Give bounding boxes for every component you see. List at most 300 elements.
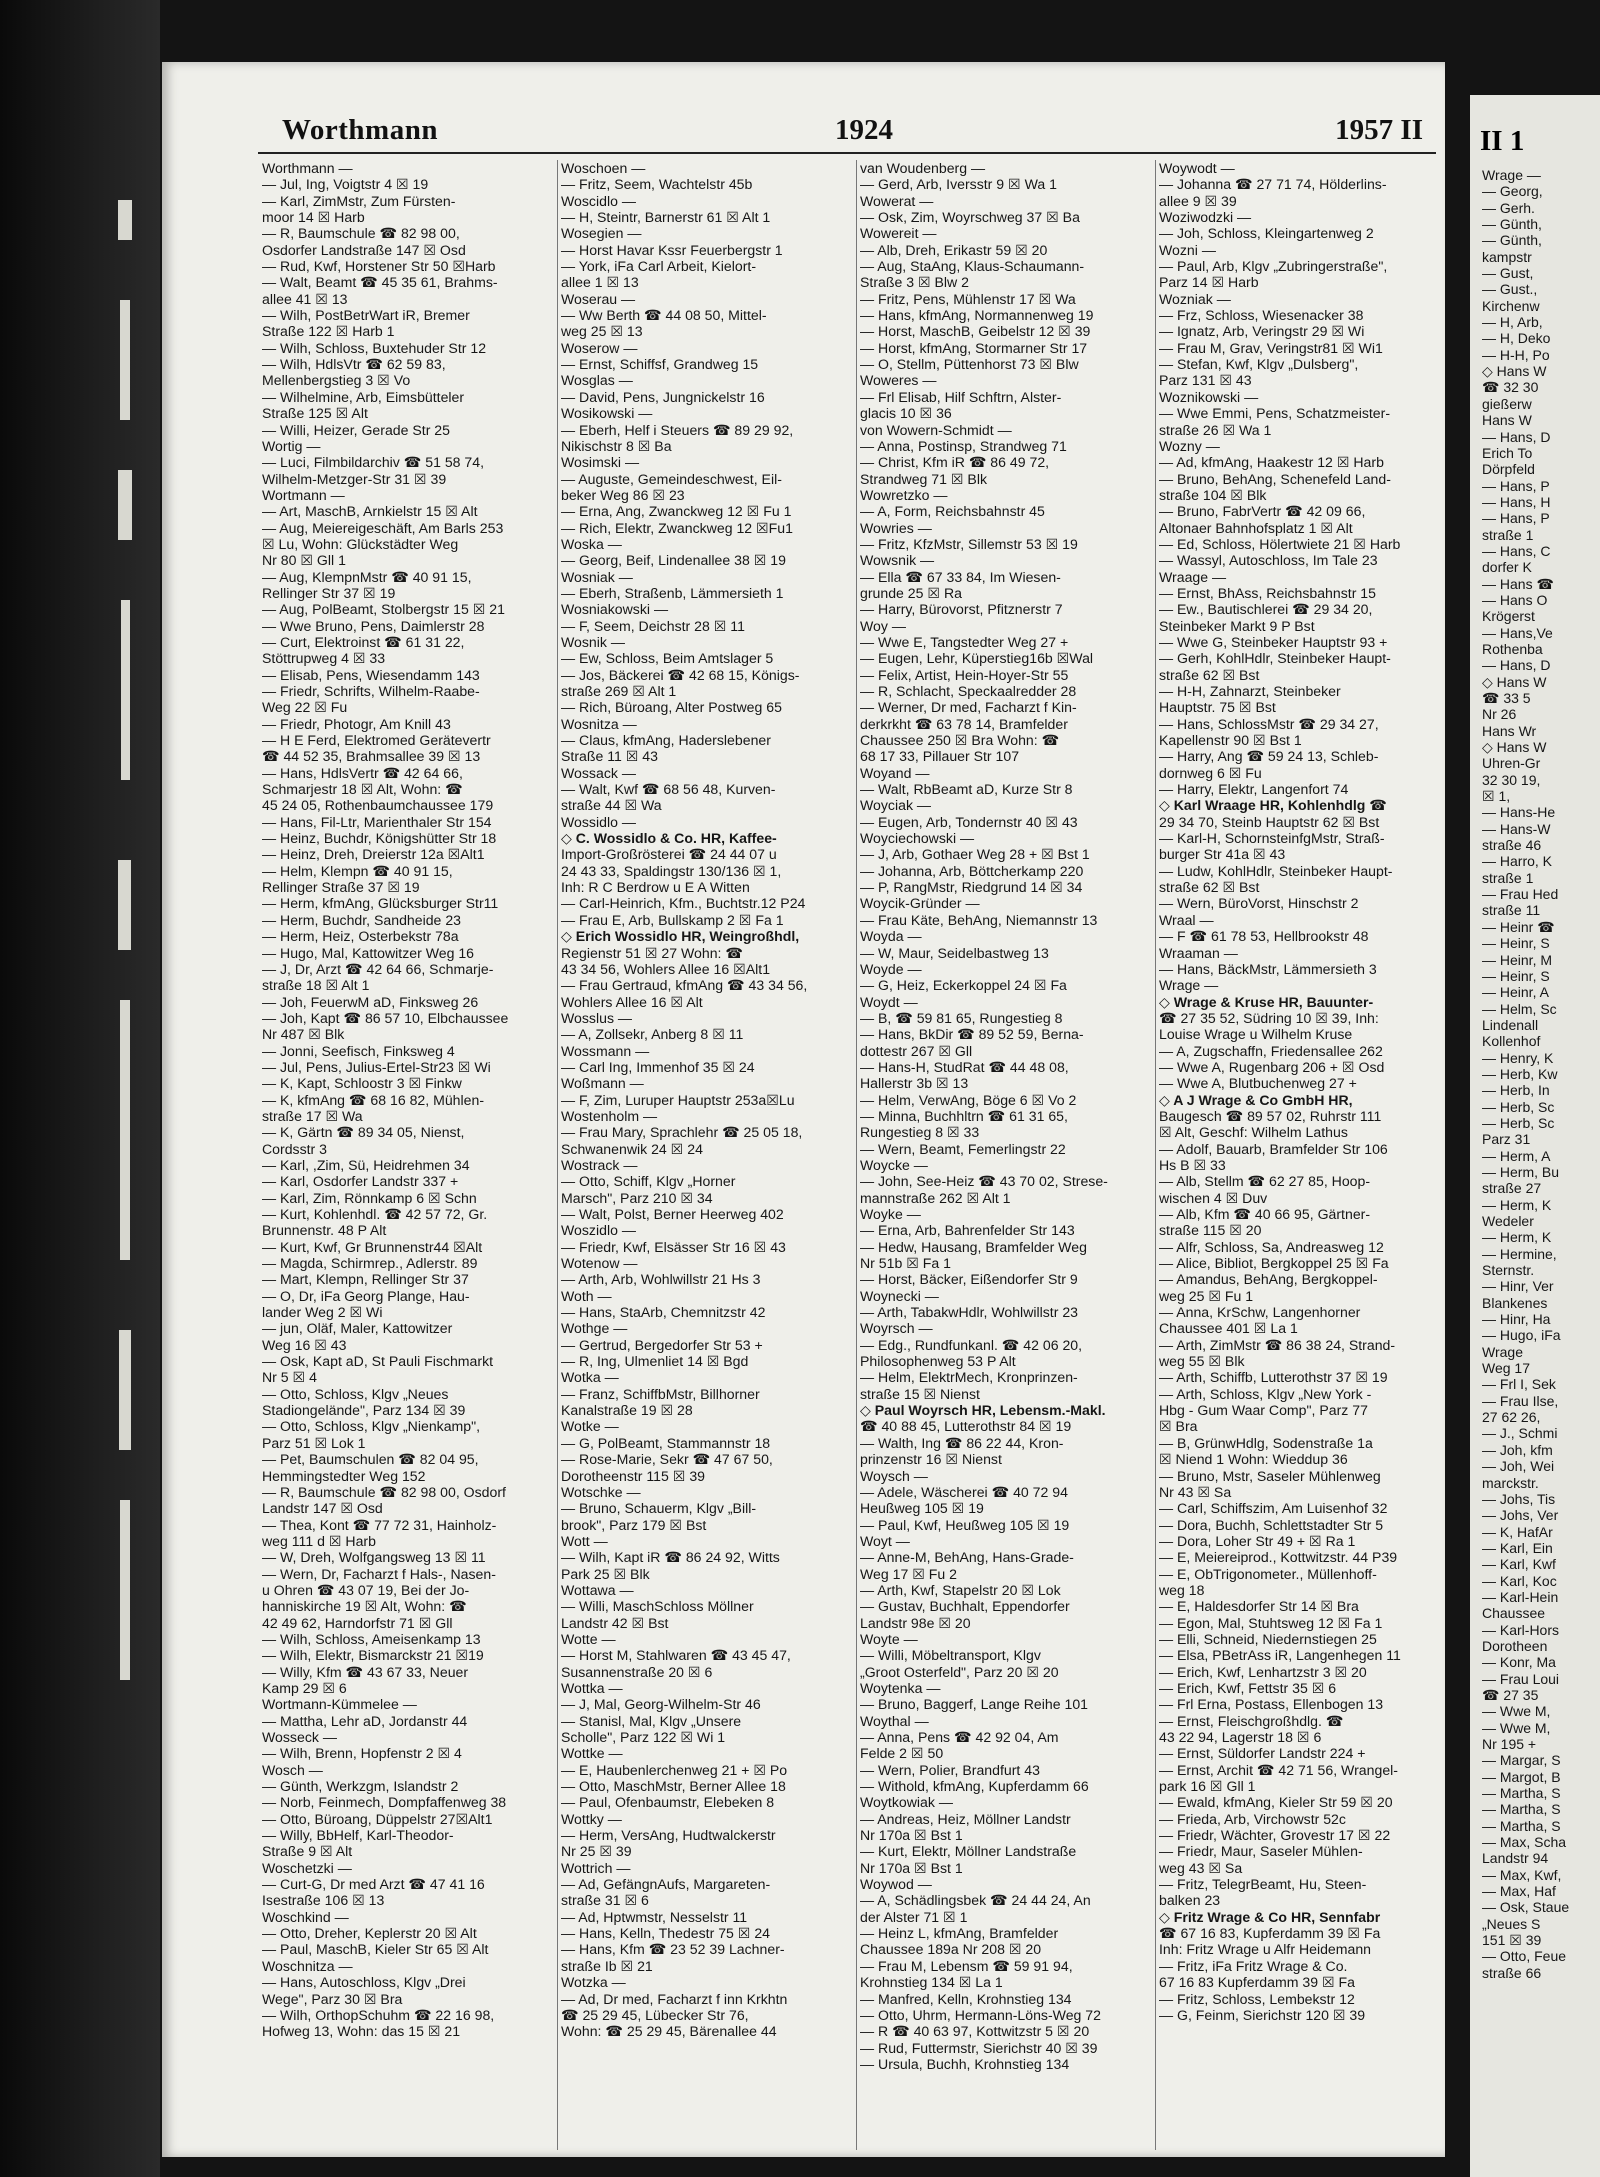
directory-entry-line: — E, Meiereiprod., Kottwitzstr. 44 P39 [1159, 1549, 1398, 1566]
surname-heading: Wossmann — [561, 1042, 650, 1059]
directory-entry-line: — Anna, KrSchw, Langenhorner [1159, 1304, 1361, 1321]
directory-entry-line: wischen 4 ☒ Duv [1159, 1189, 1268, 1206]
directory-entry-line: Strandweg 71 ☒ Blk [860, 470, 988, 487]
surname-heading: Woysch — [860, 1467, 928, 1484]
directory-entry-line: — Ww Berth ☎ 44 08 50, Mittel- [561, 307, 767, 324]
surname-heading: Wowretzko — [860, 486, 948, 503]
adjacent-entry-line: — Hans O [1482, 591, 1548, 608]
directory-entry-line: — Horst, Bäcker, Eißendorfer Str 9 [860, 1271, 1078, 1288]
adjacent-entry-line: ☎ 33 5 [1482, 690, 1531, 706]
surname-heading: Woycik-Gründer — [860, 895, 980, 912]
adjacent-entry-line: — Gust., [1482, 281, 1538, 298]
surname-heading: Woy — [860, 617, 906, 634]
directory-entry-line: Nr 487 ☒ Blk [262, 1026, 345, 1043]
surname-heading: Wosch — [262, 1761, 323, 1778]
surname-heading: Woserow — [561, 339, 638, 356]
directory-entry-line: straße 26 ☒ Wa 1 [1159, 421, 1272, 438]
adjacent-entry-line: ◇ Hans W [1482, 363, 1547, 380]
adjacent-entry-line: — Karl-Hors [1482, 1621, 1560, 1638]
directory-entry-line: — Stanisl, Mal, Klgv „Unsere [561, 1712, 742, 1729]
directory-entry-line: — Günth, Werkzgm, Islandstr 2 [262, 1778, 459, 1795]
directory-entry-line: Philosophenweg 53 P Alt [860, 1353, 1016, 1370]
directory-entry-line: Chaussee 250 ☒ Bra Wohn: ☎ [860, 732, 1060, 749]
adjacent-entry-line: — Herm, A [1482, 1147, 1551, 1164]
directory-entry-line: — Paul, Ofenbaumstr, Elebeken 8 [561, 1794, 775, 1811]
directory-entry-line: — Arth, Schiffb, Lutterothstr 37 ☒ 19 [1159, 1369, 1388, 1386]
directory-entry-line: — Rich, Elektr, Zwanckweg 12 ☒Fu1 [561, 519, 793, 536]
adjacent-entry-line: — Frau Loui [1482, 1670, 1560, 1687]
directory-entry-line: Hs B ☒ 33 [1159, 1156, 1226, 1173]
directory-entry-line: ◇ Paul Woyrsch HR, Lebensm.-Makl. [860, 1402, 1106, 1419]
directory-entry-line: Import-Großrösterei ☎ 24 44 07 u [561, 846, 777, 863]
directory-entry-line: — Fritz, iFa Fritz Wrage & Co. [1159, 1957, 1348, 1974]
adjacent-entry-line: dorfer K [1482, 559, 1532, 576]
directory-entry-line: — Mattha, Lehr aD, Jordanstr 44 [262, 1712, 468, 1729]
directory-entry-line: Nr 25 ☒ 39 [561, 1843, 632, 1860]
directory-entry-line: — Walt, Polst, Berner Heerweg 402 [561, 1206, 784, 1222]
directory-entry-line: weg 18 [1159, 1581, 1205, 1598]
directory-entry-line: — Elsa, PBetrAss iR, Langenhegen 11 [1159, 1647, 1401, 1664]
directory-entry-line: brook", Parz 179 ☒ Bst [561, 1516, 707, 1533]
directory-entry-line: — Wern, BüroVorst, Hinschstr 2 [1159, 895, 1359, 912]
surname-heading: Wosegien — [561, 225, 642, 242]
directory-entry-line: ◇ Erich Wossidlo HR, Weingroßhdl, [561, 928, 800, 945]
directory-entry-line: ☎ 25 29 45, Lübecker Str 76, [561, 2006, 749, 2023]
directory-entry-line: Wohlers Allee 16 ☒ Alt [561, 993, 703, 1010]
directory-entry-line: park 16 ☒ Gll 1 [1159, 1778, 1256, 1795]
directory-entry-line: — Curt, Elektroinst ☎ 61 31 22, [262, 633, 465, 650]
adjacent-entry-line: — Heinr ☎ [1482, 918, 1555, 935]
adjacent-entry-line: Chaussee [1482, 1605, 1546, 1622]
directory-entry-line: — Wern, Dr, Facharzt f Hals-, Nasen- [262, 1565, 496, 1582]
directory-entry-line: weg 43 ☒ Sa [1159, 1859, 1243, 1876]
directory-entry-line: — Carl-Heinrich, Kfm., Buchtstr.12 P24 [561, 895, 806, 912]
adjacent-entry-line: — Konr, Ma [1482, 1654, 1556, 1671]
directory-entry-line: — J, Arb, Gothaer Weg 28 + ☒ Bst 1 [860, 846, 1090, 863]
adjacent-entry-line: — Martha, S [1482, 1801, 1561, 1818]
adjacent-entry-line: — Herb, Sc [1482, 1114, 1555, 1131]
directory-entry-line: — Wilh, Brenn, Hopfenstr 2 ☒ 4 [262, 1745, 462, 1762]
surname-heading: Wosslus — [561, 1009, 633, 1026]
directory-entry-line: — Gustav, Buchhalt, Eppendorfer [860, 1598, 1070, 1615]
directory-entry-line: — K, kfmAng ☎ 68 16 82, Mühlen- [262, 1091, 485, 1108]
surname-heading: Wotte — [561, 1630, 616, 1647]
surname-heading: Wott — [561, 1532, 608, 1549]
directory-entry-line: — Gerd, Arb, Iversstr 9 ☒ Wa 1 [860, 176, 1057, 193]
directory-entry-line: — Stefan, Kwf, Klgv „Dulsberg", [1159, 356, 1359, 373]
directory-entry-line: — Karl, ,Zim, Sü, Heidrehmen 34 [262, 1156, 470, 1173]
directory-entry-line: Marsch", Parz 210 ☒ 34 [561, 1189, 713, 1206]
directory-entry-line: — jun, Oläf, Maler, Kattowitzer [262, 1320, 453, 1337]
directory-entry-line: — Herm, Buchdr, Sandheide 23 [262, 911, 461, 928]
directory-entry-line: Weg 17 ☒ Fu 2 [860, 1565, 957, 1582]
directory-entry-line: — W, Maur, Seidelbastweg 13 [860, 944, 1049, 961]
surname-heading: Wortmann — [262, 486, 345, 503]
directory-entry-line: — Horst M, Stahlwaren ☎ 43 45 47, [561, 1647, 791, 1664]
adjacent-entry-line: Lindenall [1482, 1016, 1539, 1033]
surname-heading: Woznikowski — [1159, 388, 1259, 405]
surname-heading: Woyrsch — [860, 1320, 933, 1337]
surname-heading: Woydt — [860, 993, 918, 1010]
directory-entry-line: — R, Baumschule ☎ 82 98 00, [262, 225, 460, 242]
directory-entry-line: — Wwe A, Blutbuchenweg 27 + [1159, 1075, 1357, 1092]
directory-entry-line: 24 43 33, Spaldingstr 130/136 ☒ 1, [561, 862, 782, 879]
directory-entry-line: — Ella ☎ 67 33 84, Im Wiesen- [860, 568, 1061, 585]
directory-entry-line: — Kurt, Kohlenhdl. ☎ 42 57 72, Gr. [262, 1206, 488, 1222]
directory-entry-line: — Paul, MaschB, Kieler Str 65 ☒ Alt [262, 1941, 489, 1958]
directory-entry-line: — Wilh, HdlsVtr ☎ 62 59 83, [262, 356, 446, 373]
directory-entry-line: — Ernst, BhAss, Reichsbahnstr 15 [1159, 584, 1376, 601]
directory-entry-line: — Kurt, Elektr, Möllner Landstraße [860, 1843, 1077, 1860]
adjacent-entry-line: — Günth, [1482, 216, 1542, 233]
adjacent-entry-line: — Wwe M, [1482, 1703, 1551, 1720]
directory-entry-line: — R, Baumschule ☎ 82 98 00, Osdorf [262, 1483, 506, 1500]
directory-entry-line: — Erna, Ang, Zwanckweg 12 ☒ Fu 1 [561, 503, 792, 520]
directory-entry-line: — David, Pens, Jungnickelstr 16 [561, 388, 765, 405]
directory-entry-line: — Hans, Autoschloss, Klgv „Drei [262, 1974, 466, 1991]
adjacent-page [1470, 95, 1600, 2177]
adjacent-entry-line: straße 66 [1482, 1964, 1542, 1981]
adjacent-entry-line: marckstr. [1482, 1474, 1539, 1491]
directory-entry-line: — Rose-Marie, Sekr ☎ 47 67 50, [561, 1451, 773, 1468]
directory-entry-line: — Otto, Schloss, Klgv „Nienkamp", [262, 1418, 481, 1435]
surname-heading: Wossack — [561, 764, 636, 781]
adjacent-entry-line: — Herm, K [1482, 1196, 1552, 1213]
adjacent-entry-line: — Hans, P [1482, 477, 1550, 494]
directory-entry-line: — Walt, Beamt ☎ 45 35 61, Brahms- [262, 274, 498, 291]
directory-entry-line: — B, ☎ 59 81 65, Rungestieg 8 [860, 1009, 1063, 1026]
adjacent-entry-line: — Hinr, Ver [1482, 1278, 1554, 1295]
surname-heading: Wossidlo — [561, 813, 636, 830]
directory-entry-line: hanniskirche 19 ☒ Alt, Wohn: ☎ [262, 1598, 467, 1615]
directory-entry-line: Hauptstr. 75 ☒ Bst [1159, 699, 1276, 716]
directory-entry-line: ◇ Wrage & Kruse HR, Bauunter- [1159, 993, 1374, 1010]
adjacent-entry-line: Dorotheen [1482, 1637, 1548, 1654]
directory-entry-line: Landstr 98e ☒ 20 [860, 1614, 971, 1631]
adjacent-entry-line: — Harro, K [1482, 853, 1553, 870]
directory-entry-line: — Rud, Futtermstr, Sierichstr 40 ☒ 39 [860, 2039, 1098, 2056]
directory-entry-line: — Hans, StaArb, Chemnitzstr 42 [561, 1304, 766, 1321]
directory-entry-line: — Amandus, BehAng, Bergkoppel- [1159, 1271, 1378, 1288]
directory-entry-line: Kapellenstr 90 ☒ Bst 1 [1159, 732, 1302, 749]
directory-entry-line: — Anna, Postinsp, Strandweg 71 [860, 437, 1067, 454]
directory-entry-line: — Wilh, PostBetrWart iR, Bremer [262, 307, 470, 324]
directory-entry-line: — Egon, Mal, Stuhtsweg 12 ☒ Fa 1 [1159, 1614, 1383, 1631]
directory-entry-line: Rungestieg 8 ☒ 33 [860, 1124, 980, 1141]
directory-entry-line: — Ernst, Süldorfer Landstr 224 + [1159, 1745, 1366, 1762]
directory-entry-line: — E, Haubenlerchenweg 21 + ☒ Po [561, 1761, 788, 1778]
surname-heading: Wrage — [1159, 977, 1219, 994]
surname-heading: Woska — [561, 535, 622, 552]
directory-entry-line: — Arth, ZimMstr ☎ 86 38 24, Strand- [1159, 1336, 1396, 1353]
directory-entry-line: — Karl, ZimMstr, Zum Fürsten- [262, 192, 456, 209]
surname-heading: Woywodt — [1159, 160, 1235, 176]
directory-entry-line: — Karl, Osdorfer Landstr 337 + [262, 1173, 459, 1190]
surname-heading: Woyke — [860, 1206, 921, 1222]
directory-entry-line: Mellenbergstieg 3 ☒ Vo [262, 372, 411, 389]
directory-entry-line: straße 17 ☒ Wa [262, 1107, 363, 1124]
surname-heading: Wowsnik — [860, 552, 935, 569]
directory-column-1 [262, 160, 554, 2040]
directory-entry-line: burger Str 41a ☒ 43 [1159, 846, 1286, 863]
surname-heading: Wozniak — [1159, 290, 1231, 307]
adjacent-entry-line: Rothenba [1482, 640, 1543, 657]
directory-entry-line: — Carl Ing, Immenhof 35 ☒ 24 [561, 1058, 755, 1075]
adjacent-entry-line: Dörpfeld [1482, 461, 1535, 478]
directory-entry-line: Nikischstr 8 ☒ Ba [561, 437, 672, 454]
directory-entry-line: Osdorfer Landstraße 147 ☒ Osd [262, 241, 466, 258]
directory-entry-line: — Wilh, Schloss, Ameisenkamp 13 [262, 1630, 481, 1647]
adjacent-entry-line: 27 62 26, [1482, 1409, 1541, 1426]
directory-entry-line: weg 111 d ☒ Harb [262, 1532, 376, 1549]
directory-entry-line: Parz 14 ☒ Harb [1159, 274, 1259, 291]
adjacent-entry-line: — H, Deko [1482, 330, 1551, 347]
directory-entry-line: Nr 170a ☒ Bst 1 [860, 1827, 963, 1844]
directory-entry-line: — Ed, Schloss, Hölertwiete 21 ☒ Harb [1159, 535, 1401, 552]
directory-entry-line: Steinbeker Markt 9 P Bst [1159, 617, 1315, 634]
directory-entry-line: — Friedr, Schrifts, Wilhelm-Raabe- [262, 683, 480, 699]
directory-entry-line: — Willi, MaschSchloss Möllner [561, 1598, 754, 1615]
directory-entry-line: — Wwe A, Rugenbarg 206 + ☒ Osd [1159, 1058, 1385, 1075]
directory-entry-line: Dorotheenstr 115 ☒ 39 [561, 1467, 705, 1484]
directory-entry-line: ☒ Bra [1159, 1418, 1198, 1435]
adjacent-entry-line: Hans W [1482, 412, 1532, 429]
directory-entry-line: — H E Ferd, Elektromed Gerätevertr [262, 732, 491, 749]
adjacent-entry-line: straße 11 [1482, 902, 1541, 919]
adjacent-entry-line: Wrage — [1482, 167, 1541, 183]
directory-entry-line: — Helm, Klempn ☎ 40 91 15, [262, 862, 453, 879]
directory-entry-line: — Wern, Beamt, Femerlingstr 22 [860, 1140, 1066, 1157]
adjacent-entry-line: — Frau Ilse, [1482, 1392, 1559, 1409]
directory-entry-line: — F, Seem, Deichstr 28 ☒ 11 [561, 617, 745, 634]
directory-entry-line: — Hans, Kfm ☎ 23 52 39 Lachner- [561, 1941, 785, 1958]
directory-entry-line: Straße 9 ☒ Alt [262, 1843, 353, 1860]
directory-entry-line: ☒ Lu, Wohn: Glückstädter Weg [262, 535, 459, 552]
directory-entry-line: — Manfred, Kelln, Krohnstieg 134 [860, 1990, 1072, 2007]
directory-entry-line: — Ludw, KohlHdlr, Steinbeker Haupt- [1159, 862, 1393, 879]
surname-heading: Wraal — [1159, 911, 1214, 928]
directory-entry-line: — W, Dreh, Wolfgangsweg 13 ☒ 11 [262, 1549, 486, 1566]
directory-entry-line: Nr 51b ☒ Fa 1 [860, 1255, 951, 1272]
adjacent-entry-line: 151 ☒ 39 [1482, 1932, 1542, 1949]
directory-entry-line: — Walt, Kwf ☎ 68 56 48, Kurven- [561, 781, 776, 798]
directory-entry-line: — Otto, MaschMstr, Berner Allee 18 [561, 1778, 786, 1795]
adjacent-entry-line: — Hans ☎ [1482, 575, 1554, 592]
surname-heading: Wozni — [1159, 241, 1216, 258]
directory-entry-line: straße 62 ☒ Bst [1159, 666, 1260, 683]
surname-heading: Woziwodzki — [1159, 209, 1252, 226]
surname-heading: Woytkowiak — [860, 1794, 953, 1811]
adjacent-entry-line: — Karl-Hein [1482, 1588, 1559, 1605]
adjacent-entry-line: — J., Schmi [1482, 1425, 1558, 1442]
directory-entry-line: — Arth, TabakwHdlr, Wohlwillstr 23 [860, 1304, 1079, 1321]
directory-entry-line: — Horst, MaschB, Geibelstr 12 ☒ 39 [860, 323, 1091, 340]
directory-entry-line: — Kurt, Kwf, Gr Brunnenstr44 ☒Alt [262, 1238, 483, 1255]
directory-entry-line: Landstr 147 ☒ Osd [262, 1500, 383, 1517]
directory-entry-line: — G, PolBeamt, Stammannstr 18 [561, 1434, 771, 1451]
directory-entry-line: — Claus, kfmAng, Haderslebener [561, 732, 771, 749]
adjacent-entry-line: — Osk, Staue [1482, 1899, 1570, 1916]
directory-entry-line: — John, See-Heiz ☎ 43 70 02, Strese- [860, 1173, 1108, 1190]
directory-entry-line: beker Weg 86 ☒ 23 [561, 486, 685, 503]
directory-entry-line: — Helm, VerwAng, Böge 6 ☒ Vo 2 [860, 1091, 1077, 1108]
adjacent-entry-line: — Herb, Sc [1482, 1098, 1555, 1115]
directory-entry-line: — Aug, PolBeamt, Stolbergstr 15 ☒ 21 [262, 601, 505, 618]
directory-entry-line: — B, GrünwHdlg, Sodenstraße 1a [1159, 1434, 1373, 1451]
surname-heading: Wosglas — [561, 372, 633, 389]
directory-entry-line: — Alb, Dreh, Erikastr 59 ☒ 20 [860, 241, 1048, 258]
directory-entry-line: 29 34 70, Steinb Hauptstr 62 ☒ Bst [1159, 813, 1380, 830]
directory-entry-line: — Hans, BkDir ☎ 89 52 59, Berna- [860, 1026, 1084, 1043]
adjacent-entry-line: straße 46 [1482, 837, 1542, 854]
directory-entry-line: — Jul, Pens, Julius-Ertel-Str23 ☒ Wi [262, 1058, 491, 1075]
directory-entry-line: — Fritz, KfzMstr, Sillemstr 53 ☒ 19 [860, 535, 1078, 552]
directory-entry-line: — Ernst, Fleischgroßhdlg. ☎ [1159, 1712, 1344, 1729]
adjacent-page-column [1482, 167, 1569, 1981]
directory-entry-line: straße 62 ☒ Bst [1159, 879, 1260, 896]
directory-entry-line: — Rud, Kwf, Horstener Str 50 ☒Harb [262, 258, 496, 275]
directory-entry-line: Cordsstr 3 [262, 1140, 328, 1157]
book-spine-edge [0, 0, 160, 2177]
directory-entry-line: — E, ObTrigonometer., Müllenhoff- [1159, 1565, 1377, 1582]
directory-entry-line: — Felix, Artist, Hein-Hoyer-Str 55 [860, 666, 1069, 683]
surname-heading: Wottky — [561, 1810, 622, 1827]
directory-entry-line: — Fritz, Seem, Wachtelstr 45b [561, 176, 753, 193]
directory-entry-line: Louise Wrage u Wilhelm Kruse [1159, 1026, 1353, 1043]
directory-entry-line: Felde 2 ☒ 50 [860, 1745, 944, 1762]
directory-entry-line: — Ursula, Buchh, Krohnstieg 134 [860, 2055, 1070, 2072]
directory-entry-line: — Frau E, Arb, Bullskamp 2 ☒ Fa 1 [561, 911, 784, 928]
directory-entry-line: — Wwe G, Steinbeker Hauptstr 93 + [1159, 633, 1388, 650]
directory-entry-line: — A, Schädlingsbek ☎ 24 44 24, An [860, 1892, 1091, 1909]
directory-entry-line: ☎ 44 52 35, Brahmsallee 39 ☒ 13 [262, 748, 481, 765]
surname-heading: Woßmann — [561, 1075, 644, 1092]
directory-entry-line: — Karl, Zim, Rönnkamp 6 ☒ Schn [262, 1189, 477, 1206]
surname-heading: Woyt — [860, 1532, 910, 1549]
directory-entry-line: — Frau Gertraud, kfmAng ☎ 43 34 56, [561, 977, 808, 994]
directory-entry-line: — Jos, Bäckerei ☎ 42 68 15, Königs- [561, 666, 800, 683]
adjacent-entry-line: — Herb, In [1482, 1082, 1550, 1099]
directory-entry-line: straße 15 ☒ Nienst [860, 1385, 980, 1402]
directory-entry-line: Altonaer Bahnhofsplatz 1 ☒ Alt [1159, 519, 1353, 536]
running-head-name: Worthmann [282, 114, 438, 146]
directory-entry-line: — Wilhelmine, Arb, Eimsbütteler [262, 388, 465, 405]
adjacent-entry-line: — Karl, Ein [1482, 1539, 1553, 1556]
directory-entry-line: — Wilh, OrthopSchuhm ☎ 22 16 98, [262, 2006, 495, 2023]
directory-entry-line: — Andreas, Heiz, Möllner Landstr [860, 1810, 1071, 1827]
adjacent-entry-line: — Max, Haf [1482, 1883, 1556, 1900]
adjacent-entry-line: — Heinr, M [1482, 951, 1553, 968]
directory-entry-line: — Eberh, Helf i Steuers ☎ 89 29 92, [561, 421, 794, 438]
directory-entry-line: — Christ, Kfm iR ☎ 86 49 72, [860, 454, 1050, 471]
adjacent-entry-line: — Gerh. [1482, 199, 1535, 216]
directory-entry-line: — Osk, Kapt aD, St Pauli Fischmarkt [262, 1353, 494, 1370]
adjacent-entry-line: — Max, Scha [1482, 1834, 1567, 1851]
adjacent-entry-line: — Hans-W [1482, 820, 1551, 837]
directory-entry-line: — Herm, kfmAng, Glücksburger Str11 [262, 895, 499, 912]
directory-entry-line: — Hans, Kelln, Thedestr 75 ☒ 24 [561, 1925, 771, 1942]
adjacent-entry-line: — Hans, H [1482, 493, 1551, 510]
directory-entry-line: Hbg - Gum Waar Comp", Parz 77 [1159, 1402, 1368, 1419]
directory-entry-line: dottestr 267 ☒ Gll [860, 1042, 973, 1059]
adjacent-entry-line: Nr 26 [1482, 706, 1517, 723]
directory-entry-line: Nr 80 ☒ Gll 1 [262, 552, 346, 569]
directory-entry-line: — Ew., Bautischlerei ☎ 29 34 20, [1159, 601, 1373, 618]
adjacent-entry-line: — H-H, Po [1482, 346, 1550, 363]
directory-entry-line: — O, Dr, iFa Georg Plange, Hau- [262, 1287, 470, 1304]
directory-entry-line: ◇ Fritz Wrage & Co HR, Sennfabr [1159, 1908, 1381, 1925]
directory-entry-line: grunde 25 ☒ Ra [860, 584, 962, 601]
directory-entry-line: Susannenstraße 20 ☒ 6 [561, 1663, 713, 1680]
surname-heading: Wothge — [561, 1320, 628, 1337]
adjacent-entry-line: ◇ Hans W [1482, 673, 1547, 690]
directory-entry-line: Inh: R C Berdrow u E A Witten [561, 879, 750, 896]
directory-entry-line: 43 34 56, Wohlers Allee 16 ☒Alt1 [561, 960, 771, 977]
directory-entry-line: — R ☎ 40 63 97, Kottwitzstr 5 ☒ 20 [860, 2023, 1090, 2040]
surname-heading: Woweres — [860, 372, 937, 389]
directory-entry-line: — Frieda, Arb, Virchowstr 52c [1159, 1810, 1346, 1827]
directory-entry-line: — Hans-H, StudRat ☎ 44 48 08, [860, 1058, 1069, 1075]
directory-entry-line: — Erich, Kwf, Fettstr 35 ☒ 6 [1159, 1679, 1337, 1696]
directory-entry-line: mannstraße 262 ☒ Alt 1 [860, 1189, 1011, 1206]
directory-entry-line: — Joh, FeuerwM aD, Finksweg 26 [262, 993, 479, 1010]
directory-entry-line: — Hugo, Mal, Kattowitzer Weg 16 [262, 944, 475, 961]
surname-heading: Wotka — [561, 1369, 619, 1386]
adjacent-entry-line: Kollenhof [1482, 1033, 1541, 1050]
directory-entry-line: Nr 5 ☒ 4 [262, 1369, 317, 1386]
directory-entry-line: — R, Ing, Ulmenliet 14 ☒ Bgd [561, 1353, 749, 1370]
surname-heading: Woyand — [860, 764, 930, 781]
directory-entry-line: — Joh, Schloss, Kleingartenweg 2 [1159, 225, 1374, 242]
directory-entry-line: — O, Stellm, Püttenhorst 73 ☒ Blw [860, 356, 1079, 373]
directory-entry-line: — Wilh, Kapt iR ☎ 86 24 92, Witts [561, 1549, 780, 1566]
adjacent-entry-line: Sternstr. [1482, 1262, 1535, 1279]
adjacent-entry-line: — Hugo, iFa [1482, 1327, 1561, 1344]
directory-entry-line: — Anna, Pens ☎ 42 92 04, Am [860, 1729, 1059, 1745]
surname-heading: Wostrack — [561, 1156, 638, 1173]
directory-entry-line: Rellinger Str 37 ☒ 19 [262, 584, 396, 601]
directory-entry-line: — Hans, HdlsVertr ☎ 42 64 66, [262, 764, 463, 781]
directory-entry-line: Schmarjestr 18 ☒ Alt, Wohn: ☎ [262, 781, 463, 798]
directory-entry-line: Hemmingstedter Weg 152 [262, 1467, 426, 1484]
adjacent-page-header: II 1 [1480, 125, 1525, 157]
surname-heading: Woszidlo — [561, 1222, 636, 1239]
directory-entry-line: — Bruno, BehAng, Schenefeld Land- [1159, 470, 1391, 487]
directory-entry-line: Inh: Fritz Wrage u Alfr Heidemann [1159, 1941, 1372, 1958]
adjacent-entry-line: Wrage [1482, 1343, 1523, 1360]
directory-entry-line: — Ernst, Archit ☎ 42 71 56, Wrangel- [1159, 1761, 1398, 1778]
directory-entry-line: — R, Schlacht, Speckaalredder 28 [860, 683, 1077, 699]
directory-entry-line: Weg 22 ☒ Fu [262, 699, 348, 716]
directory-entry-line: — Wilh, Schloss, Buxtehuder Str 12 [262, 339, 487, 356]
directory-entry-line: — Bruno, FabrVertr ☎ 42 09 66, [1159, 503, 1366, 520]
adjacent-entry-line: Nr 195 + [1482, 1736, 1537, 1752]
directory-entry-line: straße 115 ☒ 20 [1159, 1222, 1262, 1239]
directory-entry-line: — Helm, ElektrMech, Kronprinzen- [860, 1369, 1078, 1386]
directory-entry-line: — Eugen, Arb, Tondernstr 40 ☒ 43 [860, 813, 1078, 830]
directory-entry-line: — Alb, Stellm ☎ 62 27 85, Hoop- [1159, 1173, 1371, 1190]
directory-entry-line: Isestraße 106 ☒ 13 [262, 1892, 385, 1909]
directory-entry-line: — Frau M, Lebensm ☎ 59 91 94, [860, 1957, 1073, 1974]
surname-heading: Wraaman — [1159, 944, 1238, 961]
surname-heading: Wotke — [561, 1418, 619, 1435]
directory-entry-line: — Walt, RbBeamt aD, Kurze Str 8 [860, 781, 1073, 798]
directory-entry-line: — Thea, Kont ☎ 77 72 31, Hainholz- [262, 1516, 497, 1533]
directory-entry-line: — Norb, Feinmech, Dompfaffenweg 38 [262, 1794, 507, 1811]
surname-heading: Wowerat — [860, 192, 934, 209]
directory-entry-line: — Otto, Dreher, Keplerstr 20 ☒ Alt [262, 1925, 477, 1942]
directory-entry-line: straße 31 ☒ 6 [561, 1892, 649, 1909]
